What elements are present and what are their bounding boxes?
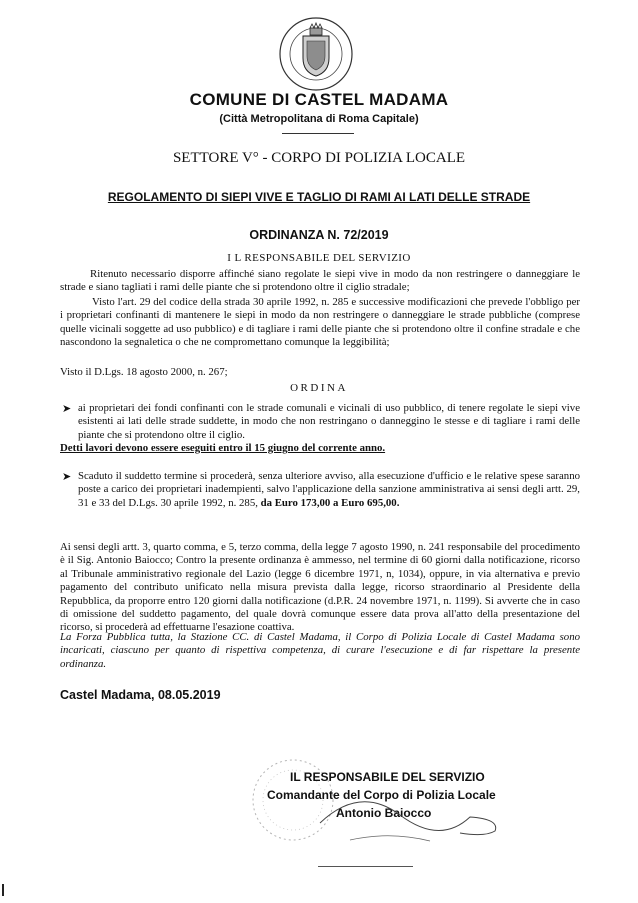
- firma-ruolo: IL RESPONSABILE DEL SERVIZIO: [290, 770, 485, 784]
- sanzione-testo: Scaduto il suddetto termine si procederà, senza ulteriore avviso, alla esecuzione d'ufficio e le relative spese saranno poste a carico dei proprietari inadempienti, salvo l'applicazione della sanzione amministrativa ai sensi degli artt. 29, 31 e 33 del D.Lgs. 30 aprile 1992, n. 285,: [78, 470, 580, 509]
- paragrafo-forza-pubblica: La Forza Pubblica tutta, la Stazione CC. di Castel Madama, il Corpo di Polizia Locale di Castel Madama sono incaricati, ciascuno per quanto di rispettiva competenza, di curare l'esecuzione e di far rispettare la presente ordinanza.: [60, 631, 580, 670]
- header-divider: [282, 133, 354, 134]
- ordinanza-number: ORDINANZA N. 72/2019: [249, 228, 389, 242]
- disposizione-sanzione: [78, 470, 580, 510]
- luogo-data: Castel Madama, 08.05.2019: [60, 688, 221, 702]
- margin-mark: [2, 884, 4, 896]
- comune-title: COMUNE DI CASTEL MADAMA: [189, 90, 449, 109]
- settore-heading: SETTORE V° - CORPO DI POLIZIA LOCALE: [172, 150, 466, 166]
- responsabile-heading: I L RESPONSABILE DEL SERVIZIO: [227, 252, 411, 264]
- premessa-visto-dlgs: Visto il D.Lgs. 18 agosto 2000, n. 267;: [60, 366, 228, 378]
- firma-comandante: Comandante del Corpo di Polizia Locale: [267, 788, 496, 802]
- disposizione-siepi: ai proprietari dei fondi confinanti con le strade comunali e vicinali di uso pubblico, di tenere regolate le siepi vive esistenti ai lati delle strade suddette, in modo che non restringano o danneggino le stesse e di tagliare i rami delle piante che si protendono oltre il ciglio.: [78, 402, 580, 441]
- arrow-bullet-icon: ➤: [62, 471, 72, 483]
- handwritten-signature-icon: [250, 745, 550, 855]
- premessa-visto-codice-strada: Visto l'art. 29 del codice della strada 30 aprile 1992, n. 285 e successive modificazioni che prevede l'obbligo per i proprietari confinanti di mantenere le siepi in modo da non restringere o danneggiare le strade pubbliche (comprese quelle vicinali soggette ad uso pubblico) e di tagliare i rami delle piante che si protendono oltre il confine stradale e che nascondono la segnaletica o che ne compromettano comunque la leggibilità;: [60, 296, 580, 349]
- scadenza-lavori: Detti lavori devono essere eseguiti entro il 15 giugno del corrente anno.: [60, 442, 386, 454]
- signature-line: [318, 866, 413, 867]
- firma-nome: Antonio Baiocco: [336, 806, 432, 820]
- premessa-ritenuto: Ritenuto necessario disporre affinché siano regolate le siepi vive in modo da non restringere o danneggiare le strade e siano tagliati i rami delle piante che si protendono oltre il ciglio stradale;: [60, 268, 580, 294]
- sanzione-importo: da Euro 173,00 a Euro 695,00.: [260, 496, 400, 509]
- arrow-bullet-icon: ➤: [62, 403, 72, 415]
- regolamento-heading: REGOLAMENTO DI SIEPI VIVE E TAGLIO DI RAMI AI LATI DELLE STRADE: [107, 190, 531, 204]
- citta-subtitle: (Città Metropolitana di Roma Capitale): [219, 113, 419, 125]
- ordina-heading: ORDINA: [290, 382, 348, 394]
- municipal-crest-icon: [276, 14, 356, 94]
- paragrafo-ricorso: Ai sensi degli artt. 3, quarto comma, e 5, terzo comma, della legge 7 agosto 1990, n. 241 responsabile del procedimento è il Sig. Antonio Baiocco; Contro la presente ordinanza è ammesso, nel termine di 60 giorni dalla notificazione, ricorso al Tribunale amministrativo regionale del Lazio (legge 6 dicembre 1971, n, 1034), oppure, in via alternativa e previo pagamento del contributo unificato nella misura prevista dalla legge, ricorso straordinario al Presidente della Repubblica, da proporre entro 120 giorni dalla notificazione (d.P.R. 24 novembre 1971, n. 1199). Si avverte che in caso di omissione del suddetto pagamento, del quale dovrà comunque essere data prova all'atto della presentazione del ricorso, si procederà ad effettuarne l'esazione coattiva.: [60, 541, 580, 634]
